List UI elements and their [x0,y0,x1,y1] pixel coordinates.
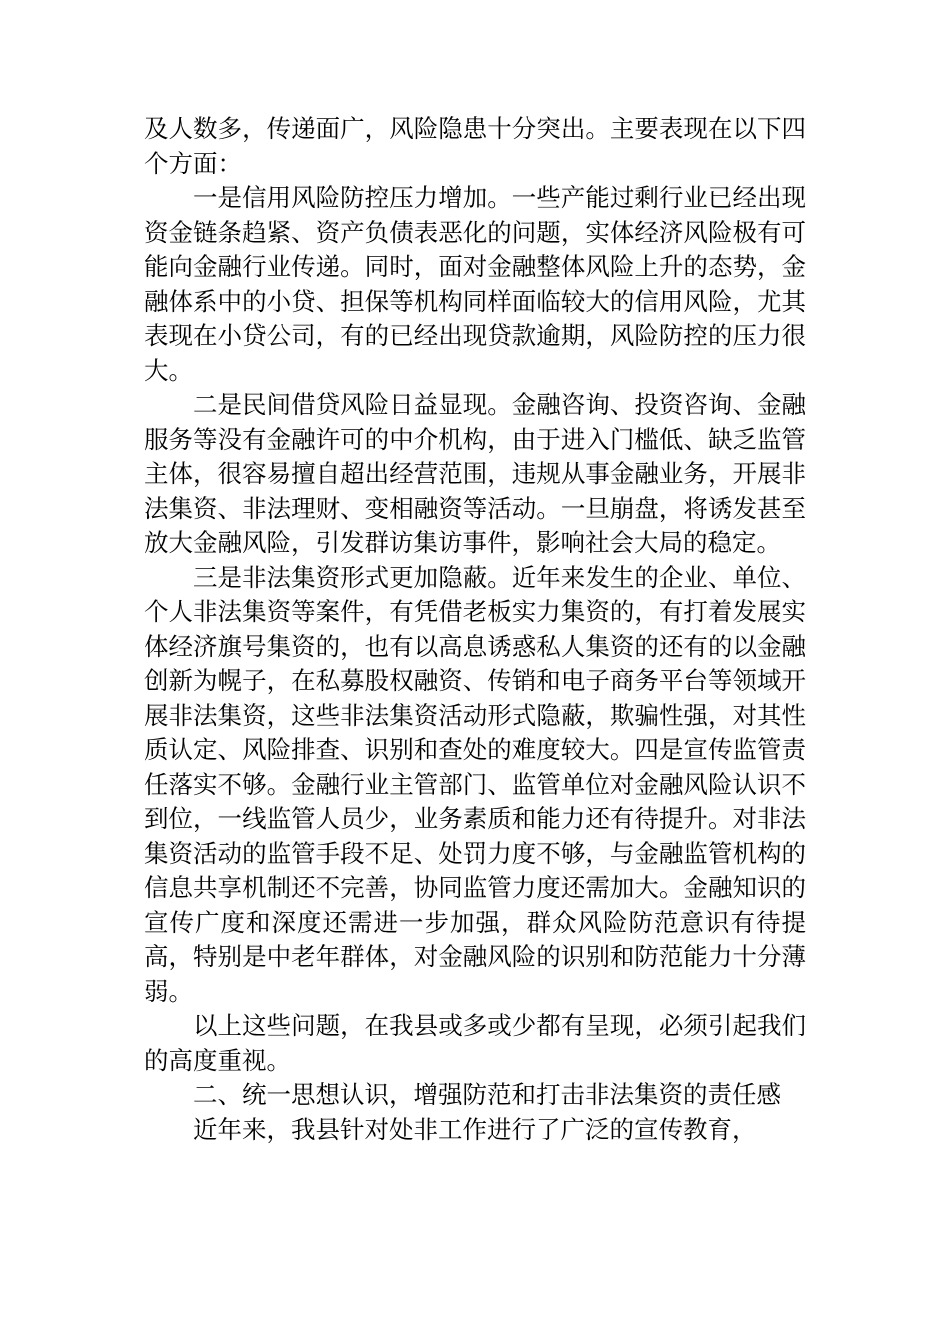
paragraph-illegal-fundraising: 三是非法集资形式更加隐蔽。近年来发生的企业、单位、个人非法集资等案件，有凭借老板实力集资的，有打着发展实体经济旗号集资的，也有以高息诱惑私人集资的还有的以金融创新为幌子，在私募股权融资、传销和电子商务平台等领域开展非法集资，这些非法集资活动形式隐蔽，欺骗性强，对其性质认定、风险排查、识别和查处的难度较大。四是宣传监管责任落实不够。金融行业主管部门、监管单位对金融风险认识不到位，一线监管人员少，业务素质和能力还有待提升。对非法集资活动的监管手段不足、处罚力度不够，与金融监管机构的信息共享机制还不完善，协同监管力度还需加大。金融知识的宣传广度和深度还需进一步加强，群众风险防范意识有待提高，特别是中老年群体，对金融风险的识别和防范能力十分薄弱。 [144,562,806,1006]
section-heading-2: 二、统一思想认识，增强防范和打击非法集资的责任感 [193,1080,781,1109]
document-page [144,112,806,1147]
paragraph-summary: 以上这些问题，在我县或多或少都有呈现，必须引起我们的高度重视。 [144,1011,806,1075]
paragraph-credit-risk: 一是信用风险防控压力增加。一些产能过剩行业已经出现资金链条趋紧、资产负债表恶化的问题，实体经济风险极有可能向金融行业传递。同时，面对金融整体风险上升的态势，金融体系中的小贷、担保等机构同样面临较大的信用风险，尤其表现在小贷公司，有的已经出现贷款逾期，风险防控的压力很大。 [144,183,806,385]
paragraph-recent-years: 近年来，我县针对处非工作进行了广泛的宣传教育， [193,1114,757,1144]
paragraph-continuation: 及人数多，传递面广，风险隐患十分突出。主要表现在以下四个方面： [144,114,806,178]
paragraph-private-lending-risk: 二是民间借贷风险日益显现。金融咨询、投资咨询、金融服务等没有金融许可的中介机构，由于进入门槛低、缺乏监管主体，很容易擅自超出经营范围，违规从事金融业务，开展非法集资、非法理财、变相融资等活动。一旦崩盘，将诱发甚至放大金融风险，引发群访集访事件，影响社会大局的稳定。 [144,390,806,557]
